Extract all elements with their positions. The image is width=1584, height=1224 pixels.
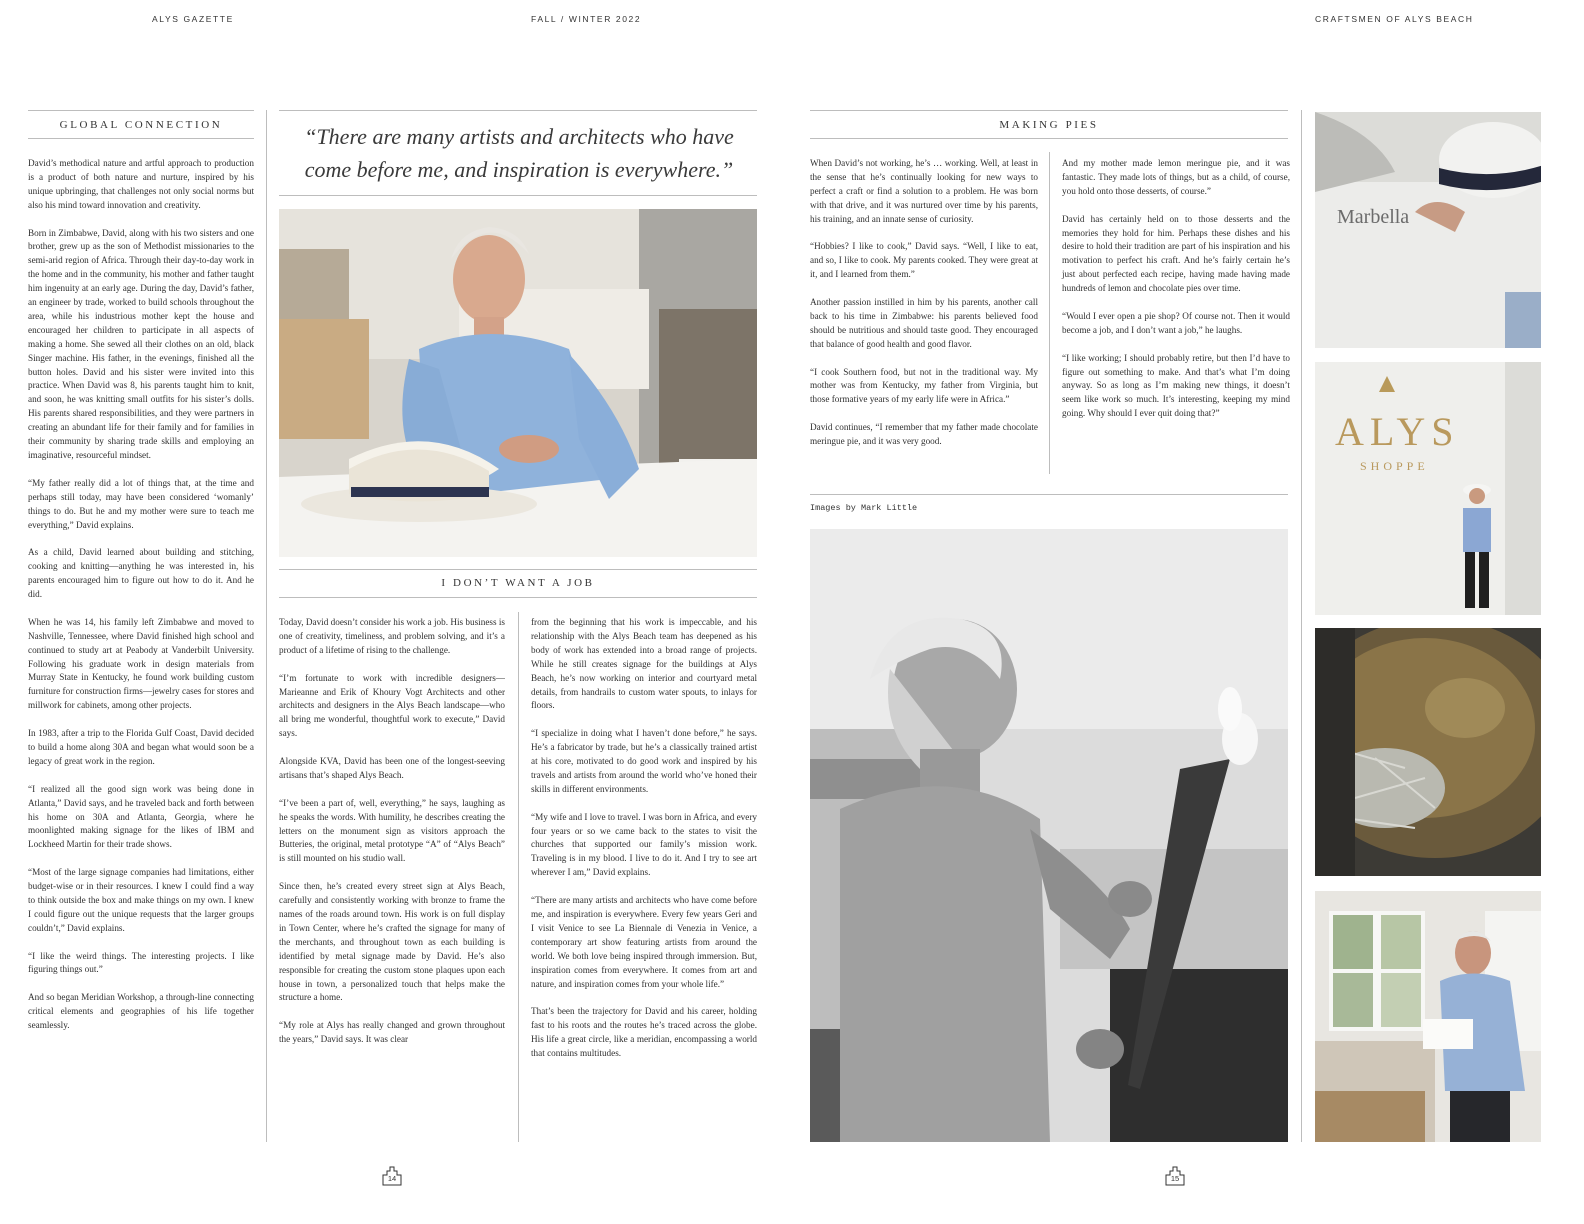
alys-sign-text: ALYS (1335, 409, 1460, 454)
page-number-left-label: 14 (387, 1174, 397, 1183)
rule (279, 597, 757, 598)
paragraph: “I’ve been a part of, well, everything,” he says, laughing as he speaks the words. With humility, he describes creating the letters on the monument sign as visitors approach the Butteries, the original, metal prototype “A” of “Alys Beach” is still mounted on his studio wall. (279, 797, 505, 864)
page-number-left (382, 1166, 402, 1186)
pull-quote: “There are many artists and architects who have come before me, and inspiration is everywhere.” (304, 124, 734, 182)
paragraph: In 1983, after a trip to the Florida Gulf Coast, David decided to build a home along 30A and began what would soon be a legacy of great work in the region. (28, 728, 254, 766)
paragraph: “Most of the large signage companies had limitations, either budget-wise or in their resources. I knew I could find a way to think outside the box and make things on my own. I knew I could figure out the unique requests that the larger groups couldn’t,” David explains. (28, 867, 254, 933)
marbella-sign-text: Marbella (1337, 206, 1410, 228)
paragraph: “There are many artists and architects who have come before me, and inspiration is everywhere. Every few years Geri and I visit Venice to see La Biennale di Venezia in Venice, a contemporary art show featuring artists from around the world. We both love being inspired through immersion. But, inspiration comes from everywhere. It comes from art and nature, and inspiration comes from your whole life.” (531, 895, 757, 989)
paragraph: “I’m fortunate to work with incredible designers—Marieanne and Erik of Khoury Vogt Architects and other architects and designers in the Alys Beach landscape—who all bring me wonderful, thoughtful work to execute,” David says. (279, 672, 505, 739)
rule (810, 494, 1288, 495)
paragraph: “My father really did a lot of things that, at the time and perhaps still today, may have been considered ‘womanly’ things to do. But he and my mother were sure to teach me everything,” David explains. (28, 477, 254, 530)
column-rule (1301, 110, 1302, 1142)
rule (810, 138, 1288, 139)
text-column-1 (28, 157, 254, 1047)
shoppe-sign-text: SHOPPE (1360, 459, 1429, 473)
workshop-illustration (810, 529, 1288, 1142)
text-column-2 (279, 616, 505, 1061)
running-head-right: CRAFTSMEN OF ALYS BEACH (1315, 14, 1474, 24)
paragraph: “I like working; I should probably retire, but then I’d have to figure out something to make. And that’s what I’m doing anyway. So as long as I’m making new things, it doesn’t seem like work so much. It’s interesting, keeping my mind going. Why should I ever quit doing that?” (1062, 352, 1290, 419)
paragraph: Born in Zimbabwe, David, along with his two sisters and one brother, grew up as the son of Methodist missionaries to the semi-arid region of Africa. Through their day-to-day work in the home and in the community, his mother and father taught him ingenuity at an early age. During the day, David’s father, an engineer by trade, worked to build schools throughout the area, while his industrious mother kept the house and encouraged her children to participate in all aspects of making a home. She sewed all their clothes on an old, black Singer machine. His father, in the evenings, finished all the button holes. David and his sister were invited into this practice. When David was 8, his parents taught him to knit, and soon, he was knitting small outfits for his sister’s dolls. His parents shared responsibilities, and they were partners in creating an abundant life for their family and for families in their community by sharing trade skills and employing an imaginative, resourceful mindset. (28, 227, 254, 461)
rule (810, 110, 1288, 111)
studio-reading-photo (1315, 891, 1541, 1142)
column-rule (1049, 152, 1050, 474)
paragraph: from the beginning that his work is impeccable, and his relationship with the Alys Beach team has deepened as his body of work has extended into a broad range of projects. While he still creates signage for the buildings at Alys Beach, he’s now working on interior and courtyard metal details, from handrails to custom water spouts, to inlays for floors. (531, 617, 757, 711)
section-heading-dont-want-a-job: I DON’T WANT A JOB (441, 577, 595, 589)
page-number-right (1165, 1166, 1185, 1186)
metal-shavings-photo (1315, 628, 1541, 876)
text-column-5 (1062, 157, 1290, 435)
paragraph: That’s been the trajectory for David and his career, holding fast to his roots and the routes he’s traced across the globe. His life a great circle, like a meridian, encompassing a world that contains multitudes. (531, 1006, 757, 1059)
rule (279, 195, 757, 196)
paragraph: “I like the weird things. The interesting projects. I like figuring things out.” (28, 950, 254, 975)
marbella-illustration (1315, 112, 1541, 348)
page-number-right-label: 15 (1170, 1174, 1180, 1183)
paragraph: Today, David doesn’t consider his work a job. His business is one of creativity, timeliness, and problem solving, and it’s a product of a lifetime of rising to the challenge. (279, 617, 505, 655)
paragraph: “Hobbies? I like to cook,” David says. “Well, I like to eat, and so, I like to cook. My parents cooked. They were great at it, and I learned from them.” (810, 241, 1038, 280)
text-column-4 (810, 157, 1038, 463)
paragraph: “My wife and I love to travel. I was born in Africa, and every four years or so we came back to the states to visit the churches that supported our family’s mission work. Traveling is in my blood. I live to do it. And I try to see art wherever I am,” David explains. (531, 811, 757, 878)
paragraph: “My role at Alys has really changed and grown throughout the years,” David says. It was clear (279, 1020, 505, 1045)
paragraph: “I specialize in doing what I haven’t done before,” he says. He’s a fabricator by trade, but he’s a classically trained artist at his core, motivated to do good work and inspired by his travels and artists from around the world who’ve honed their skills in different environments. (531, 728, 757, 794)
rule (279, 569, 757, 570)
paragraph: As a child, David learned about building and stitching, cooking and knitting—anything he was interested in, his parents encouraged him to figure out how to do it. And he did. (28, 547, 254, 600)
section-heading-global-connection: GLOBAL CONNECTION (59, 119, 223, 131)
photo-credit: Images by Mark Little (810, 503, 918, 513)
column-rule (266, 110, 267, 1142)
paragraph: “Would I ever open a pie shop? Of course not. Then it would become a job, and I don’t want a job,” he laughs. (1062, 310, 1290, 335)
rule (28, 138, 254, 139)
paragraph: “I cook Southern food, but not in the traditional way. My mother was from Kentucky, my father from Virginia, but those formative years of my early life were in Africa.” (810, 366, 1038, 405)
portrait-photo (279, 209, 757, 557)
portrait-illustration (279, 209, 757, 557)
running-head-left: ALYS GAZETTE (152, 14, 234, 24)
paragraph: Alongside KVA, David has been one of the longest-seeving artisans that’s shaped Alys Beach. (279, 756, 505, 780)
paragraph: “I realized all the good sign work was being done in Atlanta,” David says, and he traveled back and forth between his home on 30A and Atlanta, Georgia, where he moonlighted making signage for the likes of IBM and Lockheed Martin for their trade shows. (28, 783, 254, 850)
alys-shoppe-photo (1315, 362, 1541, 615)
paragraph: When David’s not working, he’s … working. Well, at least in the sense that he’s continually looking for new ways to perfect a craft or find a solution to a problem. He was born with that drive, and it was nurtured over time by his parents, his training, and an innate sense of curiosity. (810, 158, 1038, 224)
rule (28, 110, 254, 111)
paragraph: When he was 14, his family left Zimbabwe and moved to Nashville, Tennessee, where David finished high school and continued to study art at Peabody at Vanderbilt University. Following his graduate work in design materials from Murray State in Kentucky, he found work building custom furniture for construction firms—jewelry cases for stores and millwork for cabinets, among other projects. (28, 616, 254, 711)
text-column-3 (531, 616, 757, 1075)
paragraph: And so began Meridian Workshop, a through-line connecting critical elements and geographies of his life together seamlessly. (28, 992, 254, 1031)
shavings-illustration (1315, 628, 1541, 876)
paragraph: Since then, he’s created every street sign at Alys Beach, carefully and consistently working with bronze to frame the names of the roads around town. His work is on full display in Town Center, where he’s crafted the signage for many of the merchants, and throughout town as each building is identified by metal signage made by David. He’s also responsible for creating the custom stone plaques upon each house in town, a personalized touch that helps make the structure a home. (279, 881, 505, 1003)
running-head-center: FALL / WINTER 2022 (531, 14, 642, 24)
paragraph: David has certainly held on to those desserts and the memories they hold for him. Perhaps these dishes and his desire to hold their tradition are part of his inspiration and his motivation to perfect his craft. And he’s fairly certain he’s just about perfected each recipe, having made having made hundreds of lemon and chocolate pies over time. (1062, 213, 1290, 294)
column-rule (518, 612, 519, 1142)
rule (279, 110, 757, 111)
paragraph: Another passion instilled in him by his parents, another call back to his time in Zimbabwe: his parents believed food should be nutritious and should taste good. They encouraged that balance of good health and good flavor. (810, 297, 1038, 349)
shoppe-illustration (1315, 362, 1541, 615)
section-heading-making-pies: MAKING PIES (999, 119, 1099, 131)
paragraph: David’s methodical nature and artful approach to production is a product of both nature and nurture, inspired by his unique upbringing, that challenges not only social norms but also his mind toward innovation and creativity. (28, 158, 254, 210)
paragraph: David continues, “I remember that my father made chocolate meringue pie, and it was very good. (810, 422, 1038, 447)
marbella-sign-photo (1315, 112, 1541, 348)
paragraph: And my mother made lemon meringue pie, and it was fantastic. They made lots of things, but as a child, of course, you hold onto those desserts, of course.” (1062, 158, 1290, 196)
studio-illustration (1315, 891, 1541, 1142)
torch-workshop-photo (810, 529, 1288, 1142)
